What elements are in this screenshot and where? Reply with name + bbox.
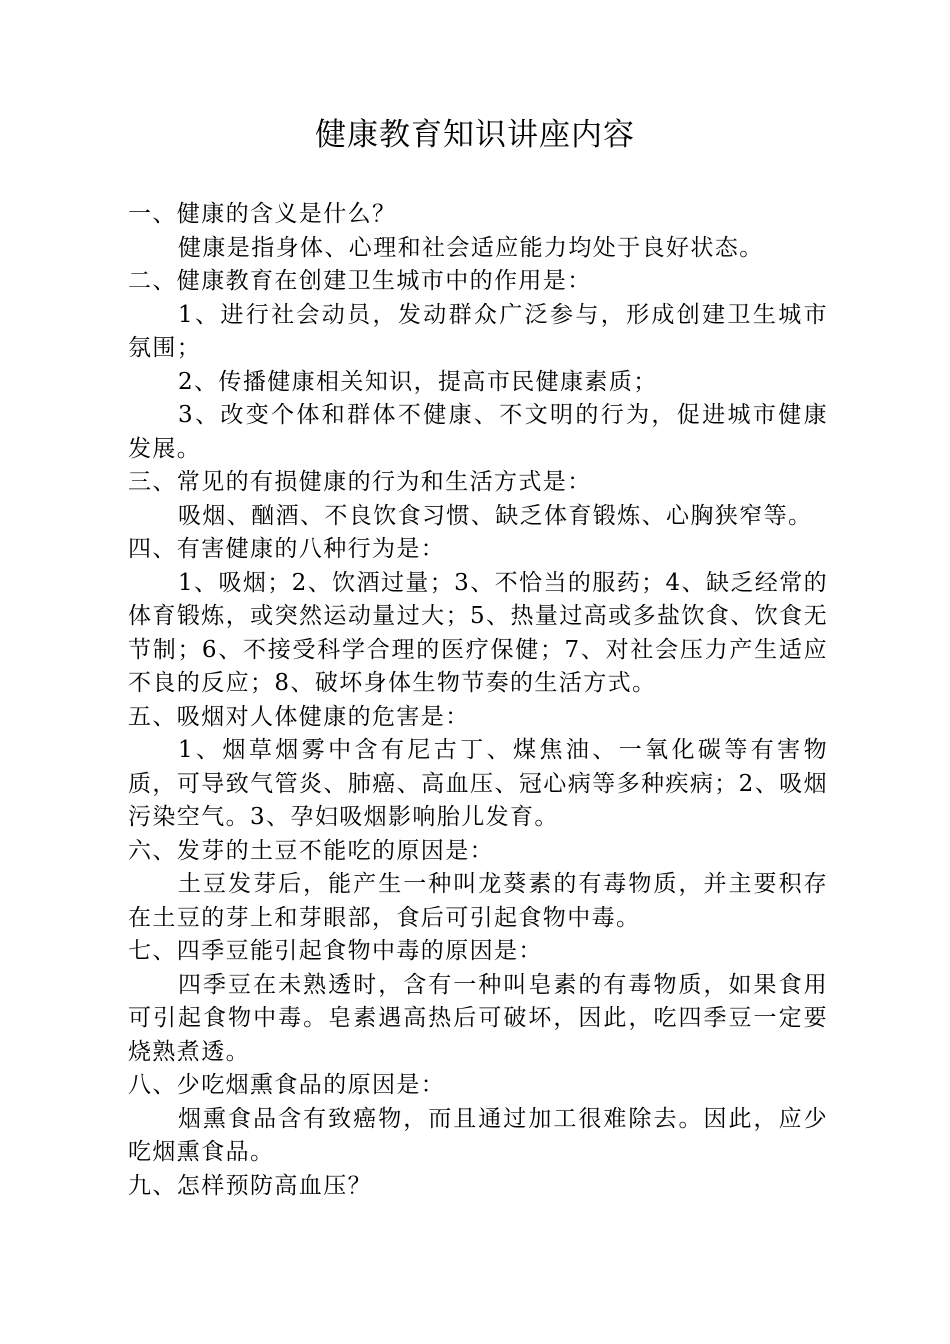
section-heading-4: 四、有害健康的八种行为是：: [128, 536, 446, 562]
section-heading-6: 六、发芽的土豆不能吃的原因是：: [128, 837, 494, 864]
section-heading-7: 七、四季豆能引起食物中毒的原因是：: [128, 938, 543, 964]
section-paragraph-3: 吸烟、酗酒、不良饮食习惯、缺乏体育锻炼、心胸狭窄等。: [178, 502, 813, 529]
section-paragraph-1: 健康是指身体、心理和社会适应能力均处于良好状态。: [178, 234, 764, 261]
section-heading-5: 五、吸烟对人体健康的危害是：: [128, 703, 470, 730]
section-paragraph-8: 烟熏食品含有致癌物，而且通过加工很难除去。因此，应少吃烟熏食品。: [128, 1105, 828, 1165]
section-paragraph-6: 土豆发芽后，能产生一种叫龙葵素的有毒物质，并主要积存在土豆的芽上和芽眼部，食后可引起食物中毒。: [128, 871, 828, 931]
section-paragraph-7: 四季豆在未熟透时，含有一种叫皂素的有毒物质，如果食用可引起食物中毒。皂素遇高热后可破坏，因此，吃四季豆一定要烧熟煮透。: [128, 971, 828, 1065]
section-heading-2: 二、健康教育在创建卫生城市中的作用是：: [128, 268, 592, 294]
section-paragraph-2-item-3: 3、改变个体和群体不健康、不文明的行为，促进城市健康发展。: [128, 402, 828, 462]
section-heading-1: 一、健康的含义是什么？: [128, 201, 397, 227]
section-heading-9: 九、怎样预防高血压？: [128, 1172, 372, 1199]
section-paragraph-2-item-2: 2、传播健康相关知识，提高市民健康素质；: [178, 368, 658, 395]
section-paragraph-2-item-1: 1、进行社会动员，发动群众广泛参与，形成创建卫生城市氛围；: [128, 301, 828, 361]
section-paragraph-5: 1、烟草烟雾中含有尼古丁、煤焦油、一氧化碳等有害物质，可导致气管炎、肺癌、高血压、冠心病等多种疾病；2、吸烟污染空气。3、孕妇吸烟影响胎儿发育。: [128, 737, 828, 830]
document-body: [128, 198, 828, 1203]
section-paragraph-4: 1、吸烟；2、饮酒过量；3、不恰当的服药；4、缺乏经常的体育锻炼，或突然运动量过大；5、热量过高或多盐饮食、饮食无节制；6、不接受科学合理的医疗保健；7、对社会压力产生适应不良的反应；8、破坏身体生物节奏的生活方式。: [128, 569, 828, 696]
document-title: 健康教育知识讲座内容: [315, 117, 635, 153]
section-heading-3: 三、常见的有损健康的行为和生活方式是：: [128, 469, 592, 495]
section-heading-8: 八、少吃烟熏食品的原因是：: [128, 1072, 446, 1098]
